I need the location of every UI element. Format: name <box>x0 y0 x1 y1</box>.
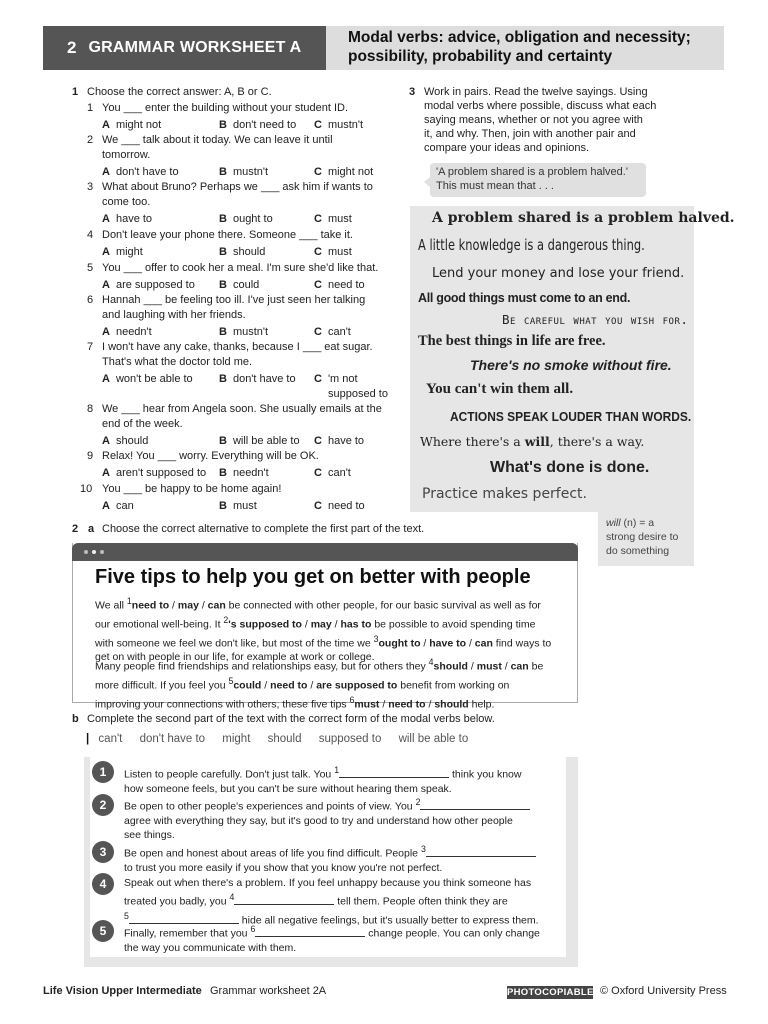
option-a[interactable] <box>102 212 152 226</box>
word-bank-marker: | <box>86 733 90 745</box>
option-letter: B <box>219 373 227 385</box>
tip-number-3: 3 <box>92 841 114 863</box>
tip-4-text: Speak out when there's a problem. If you feel unhappy because you think someone has <box>124 877 532 889</box>
option-letter: B <box>219 435 227 447</box>
tip-5-text: change people. You can only change <box>365 927 540 940</box>
option-letter: C <box>314 246 322 258</box>
option-letter: B <box>219 326 227 338</box>
footer-book: Life Vision Upper Intermediate <box>43 985 202 997</box>
option-letter: C <box>314 467 322 479</box>
option-c[interactable] <box>314 245 352 259</box>
ex3-number: 3 <box>409 86 416 98</box>
window-dot-2 <box>92 550 96 554</box>
option-text: needn't <box>232 467 269 479</box>
option-letter: C <box>314 166 322 178</box>
option-a[interactable] <box>102 325 152 339</box>
option-text: don't have to <box>232 373 296 385</box>
option-letter: A <box>102 467 110 479</box>
option-a[interactable] <box>102 278 195 292</box>
option-text: need to <box>327 500 365 512</box>
gap-number: 5 <box>124 911 129 922</box>
option-c-continued: supposed to <box>328 388 388 400</box>
question-text: come too. <box>102 196 151 208</box>
tip-5 <box>124 922 564 955</box>
option-text: have to <box>115 213 153 225</box>
option-text: 'm not <box>327 373 358 385</box>
option-letter: B <box>219 500 227 512</box>
question-text: tomorrow. <box>102 149 151 161</box>
option-text: must <box>327 246 352 258</box>
option-b[interactable] <box>219 278 259 292</box>
answer-gap-6[interactable] <box>255 927 365 937</box>
ex1-instruction: Choose the correct answer: A, B or C. <box>87 86 272 98</box>
question-number: 1 <box>87 102 94 114</box>
gap-number: 3 <box>420 844 426 854</box>
gap-number: 2 <box>415 797 421 807</box>
option-letter: B <box>219 166 227 178</box>
will-definition-line-1 <box>606 516 694 530</box>
option-text: should <box>115 435 149 447</box>
tip-number-2: 2 <box>92 794 114 816</box>
question-text: You ___ enter the building without your student ID. <box>102 102 349 114</box>
tip-4-text: hide all negative feelings, but it's usually better to express them. <box>238 914 539 927</box>
option-text: will be able to <box>232 435 300 447</box>
tip-3-text: Be open and honest about areas of life you find difficult. People <box>124 847 421 860</box>
option-letter: A <box>102 279 110 291</box>
option-letter: A <box>102 119 110 131</box>
option-c[interactable] <box>314 118 363 132</box>
photocopiable-badge: PHOTOCOPIABLE <box>507 987 594 998</box>
subtitle-line-2: possibility, probability and certainty <box>348 48 613 65</box>
question-text: That's what the doctor told me. <box>102 356 253 368</box>
tip-3-text: to trust you more easily if you show that you know you're not perfect. <box>124 861 443 874</box>
option-b[interactable] <box>219 466 269 480</box>
option-text: can't <box>327 326 351 338</box>
option-letter: C <box>314 500 322 512</box>
option-a[interactable] <box>102 434 148 448</box>
option-letter: A <box>102 326 110 338</box>
option-text: aren't supposed to <box>115 467 207 479</box>
option-c[interactable] <box>314 434 364 448</box>
option-text: might not <box>115 119 162 131</box>
saying-10-part-2: , there's a way. <box>549 434 645 449</box>
option-c[interactable] <box>314 466 351 480</box>
tip-4-text: tell them. People often think they are <box>334 895 508 908</box>
ex3-line-2: modal verbs where possible, discuss what each <box>424 100 657 112</box>
option-b[interactable] <box>219 212 273 226</box>
option-letter: C <box>314 435 322 447</box>
question-number: 10 <box>80 483 93 495</box>
saying-10-part-1: Where there's a <box>420 434 525 449</box>
tip-2-text: see things. <box>124 829 175 842</box>
option-a[interactable] <box>102 466 206 480</box>
tip-1-text: think you know <box>449 768 522 781</box>
saying-7: There's no smoke without fire. <box>470 357 672 373</box>
ex1-number: 1 <box>72 86 79 98</box>
question-text: We ___ talk about it today. We can leave it until <box>102 134 333 146</box>
question-text: Don't leave your phone there. Someone ___ take it. <box>102 229 353 241</box>
question-text: We ___ hear from Angela soon. She usually emails at the <box>102 403 382 415</box>
article-paragraph-1: We all $^1$need to / may / can be connected with other people, for our basic survival as well as for our emotional well-being. It $^2$'s supposed to / may / has to be possible to avoid spending time with someone we feel we don't like, but most of the time we $^3$ought to / have to / can find ways to get on with people in our life, for example at work or college. <box>95 596 552 664</box>
option-text: mustn't <box>327 119 364 131</box>
option-c[interactable] <box>314 278 365 292</box>
footer-worksheet: Grammar worksheet 2A <box>210 985 327 997</box>
option-c[interactable] <box>314 325 351 339</box>
option-letter: A <box>102 213 110 225</box>
will-definition-line-3: do something <box>606 545 670 557</box>
option-a[interactable] <box>102 165 179 179</box>
option-c[interactable] <box>314 499 365 513</box>
saying-3: Lend your money and lose your friend. <box>432 266 685 281</box>
option-b[interactable] <box>219 325 268 339</box>
saying-10-will: will <box>524 434 550 449</box>
option-c[interactable] <box>314 212 352 226</box>
ex3-line-4: it, and why. Then, join with another pair and <box>424 128 636 140</box>
question-text: Relax! You ___ worry. Everything will be OK. <box>102 450 319 462</box>
option-letter: C <box>314 213 322 225</box>
saying-9: ACTIONS SPEAK LOUDER THAN WORDS. <box>450 409 692 424</box>
question-text: and laughing with her friends. <box>102 309 246 321</box>
ex2a-instruction: Choose the correct alternative to complete the first part of the text. <box>102 523 425 535</box>
tip-1-text: Listen to people carefully. Don't just talk. You <box>124 768 335 781</box>
option-c[interactable] <box>314 165 373 179</box>
word-bank-item: will be able to <box>398 733 469 745</box>
option-letter: C <box>314 119 322 131</box>
ex2-number: 2 <box>72 523 79 535</box>
option-a[interactable] <box>102 372 193 386</box>
worksheet-number: 2 <box>67 38 77 57</box>
answer-gap-4[interactable] <box>234 895 334 905</box>
tip-5-text: Finally, remember that you <box>124 927 251 940</box>
option-text: are supposed to <box>115 279 195 291</box>
saying-2: A little knowledge is a dangerous thing. <box>418 236 645 254</box>
answer-gap-3[interactable] <box>426 847 536 857</box>
question-number: 9 <box>87 450 94 462</box>
saying-8: You can't win them all. <box>426 381 574 397</box>
worksheet-header-label <box>43 26 326 70</box>
worksheet-subtitle <box>326 26 724 70</box>
option-text: ought to <box>232 213 273 225</box>
option-letter: B <box>219 246 227 258</box>
question-number: 2 <box>87 134 94 146</box>
option-text: might <box>115 246 143 258</box>
option-text: should <box>232 246 266 258</box>
will-definition-line-2: strong desire to <box>606 531 679 543</box>
tip-3 <box>124 842 564 875</box>
word-bank-item: don't have to <box>139 733 206 745</box>
option-letter: B <box>219 119 227 131</box>
question-text: You ___ be happy to be home again! <box>102 483 282 495</box>
tip-2-text: agree with everything they say, but it's good to try and understand how other people <box>124 814 513 827</box>
window-dot-1 <box>84 550 88 554</box>
ex3-line-3: saying means, whether or not you agree with <box>424 114 643 126</box>
saying-11: What's done is done. <box>490 459 650 476</box>
will-definition-box <box>598 512 694 566</box>
ex2b-letter: b <box>72 713 79 725</box>
option-b[interactable] <box>219 118 296 132</box>
option-letter: C <box>314 326 322 338</box>
option-letter: A <box>102 166 110 178</box>
ex2a-letter: a <box>88 523 95 535</box>
subtitle-line-1: Modal verbs: advice, obligation and necessity; <box>348 29 691 46</box>
option-letter: A <box>102 373 110 385</box>
question-text: Hannah ___ be feeling too ill. I've just seen her talking <box>102 294 366 306</box>
window-dot-3 <box>100 550 104 554</box>
option-letter: A <box>102 246 110 258</box>
tip-1-text: how someone feels, but you can't be sure without hearing them speak. <box>124 782 452 795</box>
answer-gap-2[interactable] <box>420 800 530 810</box>
question-text: You ___ offer to cook her a meal. I'm sure she'd like that. <box>102 262 379 274</box>
question-number: 8 <box>87 403 94 415</box>
question-number: 3 <box>87 181 94 193</box>
option-text: have to <box>327 435 365 447</box>
word-bank-item: can't <box>98 733 123 745</box>
tip-1 <box>124 763 564 796</box>
bubble-line-1: 'A problem shared is a problem halved.' <box>436 166 628 178</box>
gap-number: 1 <box>334 765 340 775</box>
sayings-box <box>410 206 735 512</box>
ex3-line-1: Work in pairs. Read the twelve sayings. Using <box>424 86 648 98</box>
saying-6: The best things in life are free. <box>418 333 606 349</box>
question-number: 6 <box>87 294 94 306</box>
option-letter: A <box>102 435 110 447</box>
tip-4-text: treated you badly, you <box>124 895 230 908</box>
question-text: end of the week. <box>102 418 183 430</box>
word-bank-item: might <box>222 733 251 745</box>
option-text: must <box>232 500 257 512</box>
gap-number: 4 <box>229 892 235 903</box>
option-text: mustn't <box>232 326 269 338</box>
tip-5-text: the way you communicate with them. <box>124 941 297 954</box>
option-a[interactable] <box>102 499 134 513</box>
article-title: Five tips to help you get on better with people <box>95 566 531 588</box>
question-number: 7 <box>87 341 94 353</box>
option-letter: B <box>219 467 227 479</box>
ex3-line-5: compare your ideas and opinions. <box>424 142 590 154</box>
tip-number-5: 5 <box>92 920 114 942</box>
option-b[interactable] <box>219 499 257 513</box>
option-text: can't <box>327 467 351 479</box>
question-text: I won't have any cake, thanks, because I ___ eat sugar. <box>102 341 373 353</box>
footer-publisher: © Oxford University Press <box>600 985 727 997</box>
word-bank-item: should <box>267 733 302 745</box>
option-b[interactable] <box>219 372 296 386</box>
saying-4: All good things must come to an end. <box>418 291 631 305</box>
tip-number-4: 4 <box>92 873 114 895</box>
saying-10 <box>420 434 644 449</box>
option-a[interactable] <box>102 245 143 259</box>
ex2b-instruction: Complete the second part of the text with the correct form of the modal verbs below. <box>87 713 495 725</box>
tip-2 <box>124 795 564 842</box>
saying-5: Be careful what you wish for. <box>502 312 689 327</box>
option-letter: B <box>219 213 227 225</box>
option-text: won't be able to <box>115 373 193 385</box>
option-letter: B <box>219 279 227 291</box>
option-text: need to <box>327 279 365 291</box>
option-text: mustn't <box>232 166 269 178</box>
tip-4 <box>124 876 564 928</box>
tip-2-text: Be open to other people's experiences and points of view. You <box>124 800 416 813</box>
option-b[interactable] <box>219 165 268 179</box>
option-c[interactable] <box>314 372 358 386</box>
option-text: needn't <box>115 326 152 338</box>
option-b[interactable] <box>219 434 300 448</box>
question-text: What about Bruno? Perhaps we ___ ask him if wants to <box>102 181 373 193</box>
will-def-rest: (n) = a <box>620 517 655 529</box>
word-bank-item: supposed to <box>318 733 382 745</box>
article-paragraph-2: Many people find friendships and relationships easy, but for others they $^4$should / must / can be more difficult. If you feel you $^5$could / need to / are supposed to benefit from working on improving your connections with others, these five tips $^6$must / need to / should help. <box>95 657 544 711</box>
option-text: can <box>115 500 134 512</box>
option-text: don't need to <box>232 119 297 131</box>
option-text: don't have to <box>115 166 179 178</box>
tip-number-1: 1 <box>92 761 114 783</box>
option-b[interactable] <box>219 245 265 259</box>
gap-number: 6 <box>250 924 256 934</box>
option-a[interactable] <box>102 118 161 132</box>
article-frame-bar <box>72 543 578 561</box>
bubble-line-2: This must mean that . . . <box>436 180 554 192</box>
option-letter: C <box>314 279 322 291</box>
answer-gap-1[interactable] <box>339 768 449 778</box>
option-letter: C <box>314 373 322 385</box>
question-number: 5 <box>87 262 94 274</box>
option-text: could <box>232 279 260 291</box>
speech-bubble <box>430 163 646 197</box>
option-text: might not <box>327 166 374 178</box>
question-number: 4 <box>87 229 94 241</box>
saying-12: Practice makes perfect. <box>422 486 587 502</box>
option-letter: A <box>102 500 110 512</box>
will-word: will <box>606 517 621 529</box>
option-text: must <box>327 213 352 225</box>
saying-1: A problem shared is a problem halved. <box>432 210 735 226</box>
word-bank <box>86 733 482 745</box>
worksheet-title: GRAMMAR WORKSHEET A <box>88 39 302 56</box>
